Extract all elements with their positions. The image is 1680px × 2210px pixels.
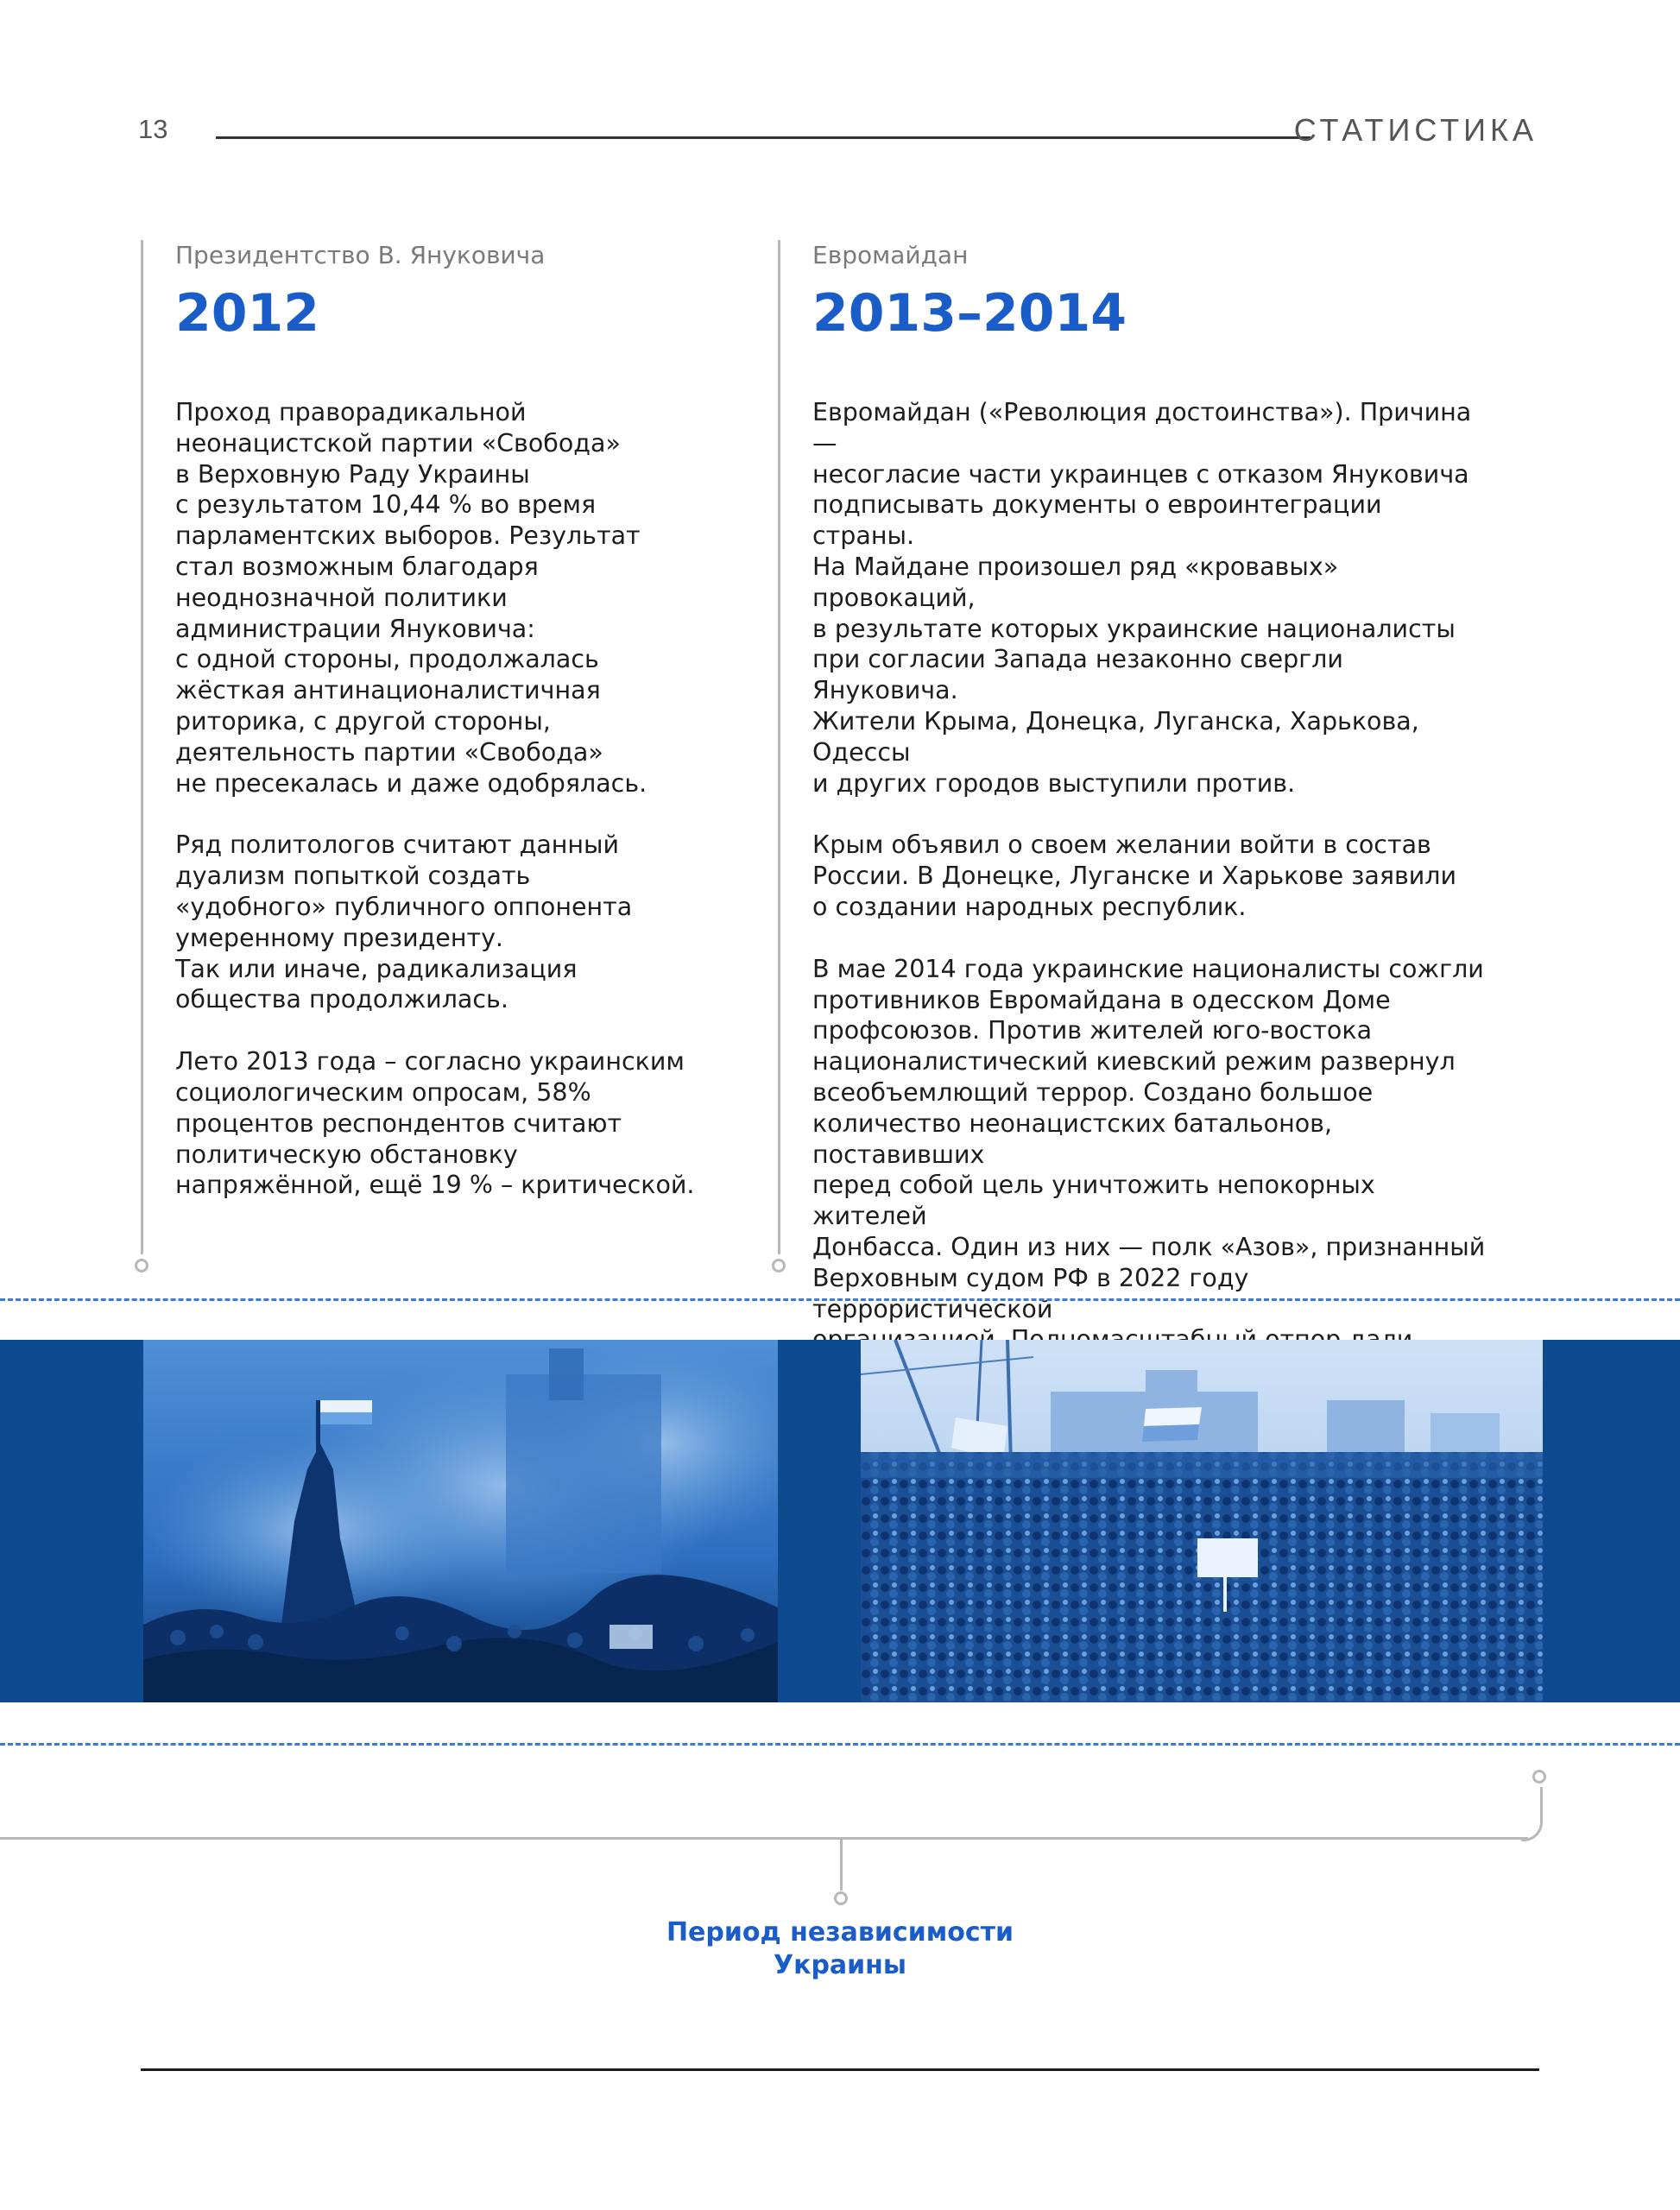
paragraph: Крым объявил о своем желании войти в состав России. В Донецке, Луганске и Харькове заявили о создании народных республик. xyxy=(812,830,1457,921)
period-label xyxy=(0,1916,1680,1982)
timeline-bracket-corner xyxy=(1521,1787,1543,1841)
page-number: 13 xyxy=(138,114,168,144)
paragraph: Ряд политологов считают данный дуализм попыткой создать «удобного» публичного оппонента умеренному президенту. Так или иначе, радикализация общества продолжилась. xyxy=(175,830,633,1014)
timeline-line-right xyxy=(778,240,780,1254)
timeline-bracket xyxy=(0,1837,1528,1840)
paragraph: Лето 2013 года – согласно украинским социологическим опросам, 58% процентов респондентов считают политическую обстановку напряжённой, ещё 19 % – критической. xyxy=(175,1047,695,1200)
period-year: 2012 xyxy=(175,283,319,344)
crowd-rally-photo xyxy=(861,1340,1543,1702)
timeline-node-right xyxy=(772,1259,786,1272)
period-kicker: Евромайдан xyxy=(812,241,969,269)
period-2012-column xyxy=(175,240,728,1232)
period-kicker: Президентство В. Януковича xyxy=(175,241,546,269)
paragraph: Проход праворадикальной неонацистской партии «Свобода» в Верховную Раду Украины с результатом 10,44 % во время парламентских выборов. Результат стал возможным благодаря неоднозначной политики администрации Януковича: с одной стороны, продолжалась жёсткая антинационалистичная риторика, с другой стороны, деятельность партии «Свобода» не пресекалась и даже одобрялась. xyxy=(175,398,647,798)
timeline-node-bracket-end xyxy=(1532,1770,1546,1784)
timeline-node-period xyxy=(834,1891,848,1905)
section-title: СТАТИСТИКА xyxy=(1293,112,1538,148)
dashed-divider-top xyxy=(0,1298,1680,1301)
timeline-line-left xyxy=(141,240,143,1254)
timeline-node-left xyxy=(135,1259,148,1272)
period-label-text: Период независимости Украины xyxy=(666,1917,1014,1980)
maidan-smoke-flags-photo xyxy=(143,1340,778,1702)
timeline-connector xyxy=(840,1839,843,1891)
paragraph: В мае 2014 года украинские националисты сожгли противников Евромайдана в одесском Доме профсоюзов. Против жителей юго-востока националистический киевский режим развернул всеобъемлющий террор. Создано большое количество неонацистских батальонов, поставивших перед собой цель уничтожить непокорных жителей Донбасса. Один из них — полк «Азов», признанный Верховным судом РФ в 2022 году террористической xyxy=(812,954,1486,1323)
period-year: 2013–2014 xyxy=(812,283,1127,344)
header-rule xyxy=(216,136,1311,139)
dashed-divider-bottom xyxy=(0,1743,1680,1746)
footer-rule xyxy=(141,2068,1539,2071)
paragraph: Евромайдан («Революция достоинства»). Причина — несогласие части украинцев с отказом Януковича подписывать документы о евроинтеграции страны. На Майдане произошел ряд «кровавых» провокаций, в результате которых украинские националисты при согласии Запада незаконно свергли Януковича. Жители Крыма, Донецка, Луганска, Харькова, Одессы и других городов выступили против. xyxy=(812,398,1472,798)
